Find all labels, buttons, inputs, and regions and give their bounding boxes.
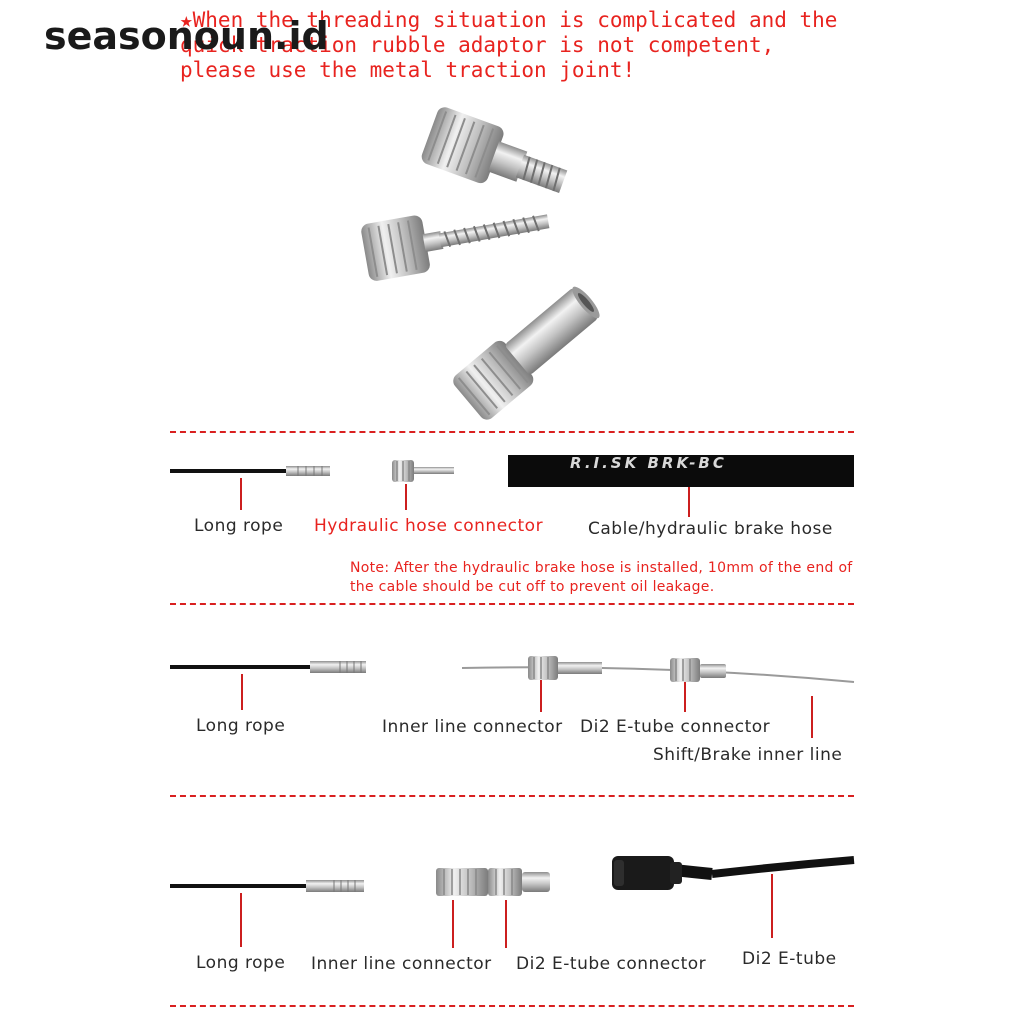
leader-line	[241, 674, 243, 710]
hose-print-text: R.I.SK BRK-BC	[570, 454, 727, 472]
long-rope-image	[170, 462, 335, 482]
label-di2-connector: Di2 E-tube connector	[516, 954, 707, 974]
leader-line	[405, 484, 407, 510]
label-long-rope: Long rope	[196, 716, 286, 736]
warning-text: ★When the threading situation is complicated and the quick traction rubble adaptor is not competent, please use the metal traction joint!	[180, 8, 838, 82]
label-inner-line: Shift/Brake inner line	[653, 745, 843, 765]
section-divider	[170, 1005, 854, 1007]
installation-note: Note: After the hydraulic brake hose is installed, 10mm of the end of the cable should be cut off to prevent oil leakage.	[350, 560, 853, 595]
section-divider	[170, 431, 854, 433]
label-hydraulic-connector: Hydraulic hose connector	[314, 516, 544, 536]
leader-line	[771, 874, 773, 938]
label-inner-connector: Inner line connector	[311, 954, 492, 974]
di2-etube-image	[612, 848, 856, 898]
hydraulic-hose-connector-image	[392, 458, 458, 484]
leader-line	[505, 900, 507, 948]
metal-traction-joints-image	[330, 95, 610, 425]
long-rope-image	[170, 658, 370, 678]
label-di2-connector: Di2 E-tube connector	[580, 717, 771, 737]
leader-line	[540, 680, 542, 712]
section-divider	[170, 795, 854, 797]
leader-line	[811, 696, 813, 738]
leader-line	[684, 682, 686, 712]
label-inner-connector: Inner line connector	[382, 717, 563, 737]
leader-line	[688, 487, 690, 517]
section-divider	[170, 603, 854, 605]
leader-line	[240, 893, 242, 947]
inner-connector-pair-image	[436, 866, 554, 900]
leader-line	[240, 478, 242, 510]
label-long-rope: Long rope	[196, 953, 286, 973]
label-di2-etube: Di2 E-tube	[742, 949, 837, 969]
watermark-text: seasonoun.id	[44, 14, 329, 58]
inner-line-with-connectors-image	[462, 652, 856, 692]
leader-line	[452, 900, 454, 948]
long-rope-image	[170, 877, 370, 897]
label-long-rope: Long rope	[194, 516, 284, 536]
label-brake-hose: Cable/hydraulic brake hose	[588, 519, 833, 539]
